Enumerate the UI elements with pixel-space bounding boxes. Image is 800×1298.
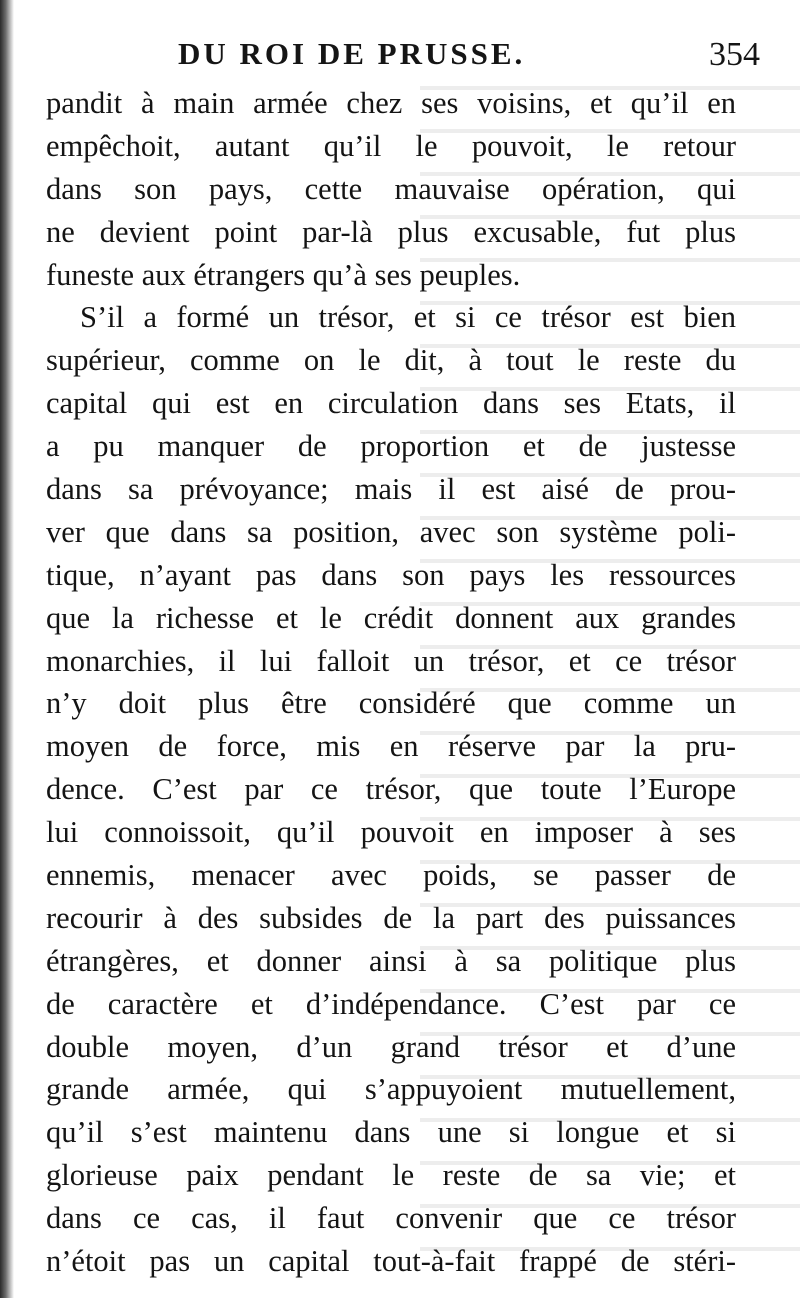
text-line: dans son pays, cette mauvaise opération, qui <box>46 171 736 206</box>
text-line: dans sa prévoyance; mais il est aisé de prou- <box>46 472 736 507</box>
paragraph <box>46 82 736 296</box>
text-line: étrangères, et donner ainsi à sa politique plus <box>46 943 736 978</box>
text-line: grande armée, qui s’appuyoient mutuellement, <box>46 1072 736 1107</box>
running-head: DU ROI DE PRUSSE. <box>178 36 526 71</box>
text-line: qu’il s’est maintenu dans une si longue et si <box>46 1115 736 1150</box>
body-text <box>46 82 736 1283</box>
text-line: empêchoit, autant qu’il le pouvoit, le retour <box>46 128 736 163</box>
text-line: ennemis, menacer avec poids, se passer de <box>46 858 736 893</box>
text-line: de caractère et d’indépendance. C’est par ce <box>46 986 736 1021</box>
page-number: 354 <box>709 36 760 73</box>
text-line: moyen de force, mis en réserve par la pru- <box>46 729 736 764</box>
text-line: ver que dans sa position, avec son système poli- <box>46 514 736 549</box>
text-line: monarchies, il lui falloit un trésor, et ce trésor <box>46 643 736 678</box>
text-line: double moyen, d’un grand trésor et d’une <box>46 1029 736 1064</box>
text-line: supérieur, comme on le dit, à tout le reste du <box>46 343 736 378</box>
text-line: lui connoissoit, qu’il pouvoit en imposer à ses <box>46 815 736 850</box>
text-line: dans ce cas, il faut convenir que ce trésor <box>46 1201 736 1236</box>
text-line: n’étoit pas un capital tout-à-fait frappé de stéri- <box>46 1244 736 1279</box>
binding-shadow <box>0 0 14 1298</box>
text-line: pandit à main armée chez ses voisins, et qu’il en <box>46 86 736 120</box>
text-line: capital qui est en circulation dans ses Etats, il <box>46 386 736 421</box>
text-line: a pu manquer de proportion et de justesse <box>46 429 736 464</box>
page-header <box>48 36 760 80</box>
text-line: n’y doit plus être considéré que comme un <box>46 686 736 721</box>
text-line: glorieuse paix pendant le reste de sa vie; et <box>46 1158 736 1193</box>
text-line: dence. C’est par ce trésor, que toute l’Europe <box>46 772 736 807</box>
paragraph <box>46 296 736 1282</box>
text-line: S’il a formé un trésor, et si ce trésor est bien <box>80 300 736 335</box>
text-line: ne devient point par-là plus excusable, fut plus <box>46 214 736 249</box>
text-line: que la richesse et le crédit donnent aux grandes <box>46 600 736 635</box>
text-line: recourir à des subsides de la part des puissances <box>46 900 736 935</box>
text-line: funeste aux étrangers qu’à ses peuples. <box>46 257 521 292</box>
text-line: tique, n’ayant pas dans son pays les ressources <box>46 557 736 592</box>
